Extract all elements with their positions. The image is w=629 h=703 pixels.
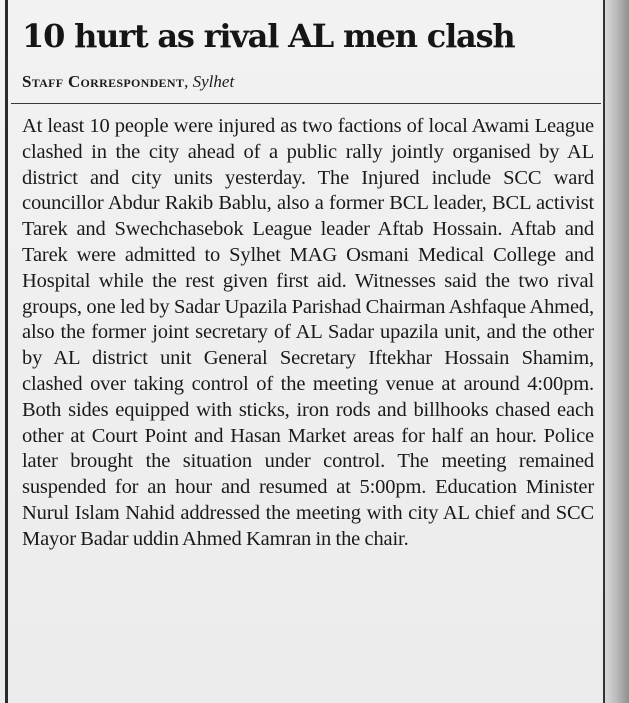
byline-separator: , xyxy=(184,72,193,91)
byline xyxy=(22,70,234,94)
adjacent-column-edge xyxy=(605,0,629,703)
byline-author: Staff Correspondent xyxy=(22,72,185,91)
headline: 10 hurt as rival AL men clash xyxy=(22,17,515,55)
left-column-rule xyxy=(5,0,8,703)
article-body: At least 10 people were injured as two factions of local Awami League clashed in the city ahead of a public rally jointly organised by AL district and city units yesterday. The Injured include SCC ward councillor Abdur Rakib Bablu, also a former BCL leader, BCL activist Tarek and Swechchasebok League leader Aftab Hossain. Aftab and Tarek were admitted to Sylhet MAG Osmani Medical College and Hospital while the rest given first aid. Witnesses said the two rival groups, one led by Sadar Upazila Parishad Chairman Ashfaque Ahmed, also the former joint secretary of AL Sadar upazila unit, and the other by AL district unit General Secretary Iftekhar Hossain Shamim, clashed over taking control of the meeting venue at around 4:00pm. Both sides equipped with sticks, iron rods and billhooks chased each other at Court Point and Hasan Market areas for half an hour. Police later brought the situation under control. The meeting remained suspended for an hour and resumed at 5:00pm. Education Minister Nurul Islam Nahid addressed the meeting with city AL chief and SCC Mayor Badar uddin Ahmed Kamran in the chair. xyxy=(22,115,594,550)
byline-divider xyxy=(11,103,601,104)
byline-location: Sylhet xyxy=(192,72,235,91)
